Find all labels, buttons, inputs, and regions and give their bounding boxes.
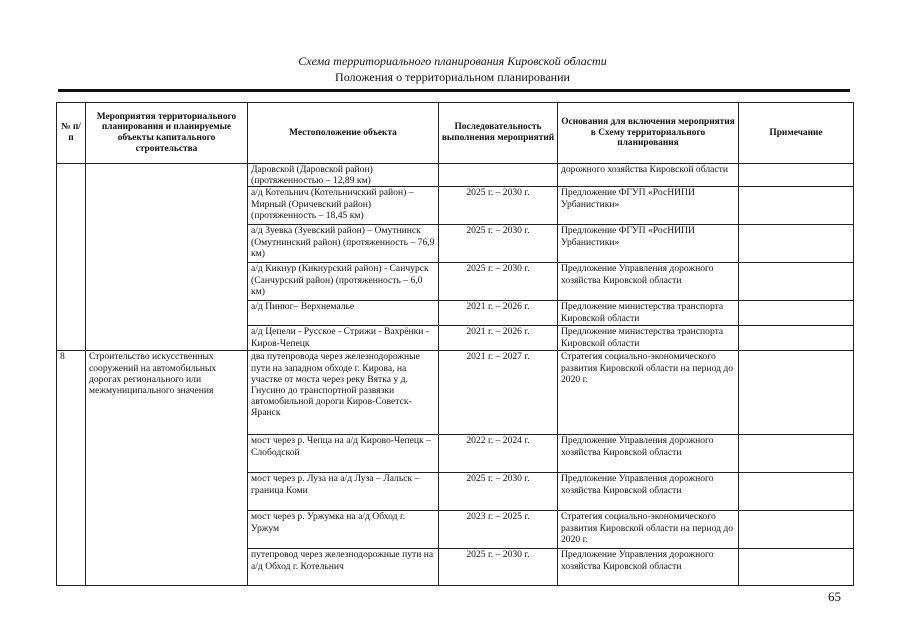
location-cell: а/д Зуевка (Зуевский район) – Омутнинск (Омутнинский район) (протяженность – 76,9 км) [248,225,439,263]
note-cell [739,326,854,351]
location-cell: два путепровода через железнодорожные пути на западном обходе г. Кирова, на участке от моста через реку Вятка у д. Гнусино до транспортной развязки автомобильной дороги Киров-Советск-Яранск [248,351,439,435]
period-cell: 2023 г. – 2025 г. [439,511,558,549]
row-number-cell: 8 [57,351,86,586]
basis-cell: Предложение Управления дорожного хозяйства Кировской области [558,549,739,586]
note-cell [739,263,854,301]
location-cell: а/д Пинюг– Верхнемалье [248,301,439,326]
activity-cell [86,164,248,351]
note-cell [739,301,854,326]
period-cell: 2025 г. – 2030 г. [439,473,558,511]
row-number-cell [57,164,86,351]
period-cell [439,164,558,187]
basis-cell: Стратегия социально-экономического развития Кировской области на период до 2020 г. [558,351,739,435]
period-cell: 2021 г. – 2027 г. [439,351,558,435]
basis-cell: Предложение Управления дорожного хозяйства Кировской области [558,473,739,511]
location-cell: а/д Кикнур (Кикнурский район) - Санчурск (Санчурский район) (протяженность – 6,0 км) [248,263,439,301]
note-cell [739,225,854,263]
location-cell: а/д Цепели - Русское - Стрижи - Вахрёнки - Киров-Чепецк [248,326,439,351]
period-cell: 2025 г. – 2030 г. [439,187,558,225]
basis-cell: Предложение ФГУП «РосНИПИ Урбанистики» [558,187,739,225]
column-header-number: № п/п [57,103,86,164]
note-cell [739,511,854,549]
activity-cell: Строительство искусственных сооружений на автомобильных дорогах регионального или межмуниципального значения [86,351,248,586]
period-cell: 2025 г. – 2030 г. [439,549,558,586]
note-cell [739,187,854,225]
page-number: 65 [828,589,841,604]
document-title: Схема территориального планирования Кировской области [298,54,607,68]
note-cell [739,164,854,187]
table-row [57,164,854,187]
planning-table [56,102,854,586]
location-cell: Даровской (Даровской район) (протяженностью – 12,89 км) [248,164,439,187]
basis-cell: Предложение Управления дорожного хозяйства Кировской области [558,435,739,473]
column-header-period: Последовательность выполнения мероприятий [439,103,558,164]
basis-cell: дорожного хозяйства Кировской области [558,164,739,187]
basis-cell: Предложение Управления дорожного хозяйства Кировской области [558,263,739,301]
period-cell: 2021 г. – 2026 г. [439,326,558,351]
column-header-note: Примечание [739,103,854,164]
location-cell: путепровод через железнодорожные пути на а/д Обход г. Котельнич [248,549,439,586]
table-header-row [57,103,854,164]
period-cell: 2025 г. – 2030 г. [439,225,558,263]
basis-cell: Предложение ФГУП «РосНИПИ Урбанистики» [558,225,739,263]
location-cell: мост через р. Луза на а/д Луза – Лальск – граница Коми [248,473,439,511]
note-cell [739,549,854,586]
basis-cell: Предложение министерства транспорта Кировской области [558,301,739,326]
note-cell [739,473,854,511]
note-cell [739,351,854,435]
location-cell: мост через р. Уржумка на а/д Обход г. Уржум [248,511,439,549]
header-rule [58,89,850,92]
table-row [57,351,854,435]
document-subtitle: Положения о территориальном планировании [335,70,570,84]
location-cell: а/д Котельнич (Котельничский район) – Мирный (Оричевский район) (протяженность – 18,45 км) [248,187,439,225]
location-cell: мост через р. Чепца на а/д Кирово-Чепецк – Слободской [248,435,439,473]
period-cell: 2021 г. – 2026 г. [439,301,558,326]
period-cell: 2022 г. – 2024 г. [439,435,558,473]
basis-cell: Предложение министерства транспорта Кировской области [558,326,739,351]
column-header-activity: Мероприятия территориального планирования и планируемые объекты капитального строительства [86,103,248,164]
note-cell [739,435,854,473]
basis-cell: Стратегия социально-экономического развития Кировской области на период до 2020 г. [558,511,739,549]
period-cell: 2025 г. – 2030 г. [439,263,558,301]
column-header-basis: Основания для включения мероприятия в Схему территориального планирования [558,103,739,164]
column-header-location: Местоположение объекта [248,103,439,164]
